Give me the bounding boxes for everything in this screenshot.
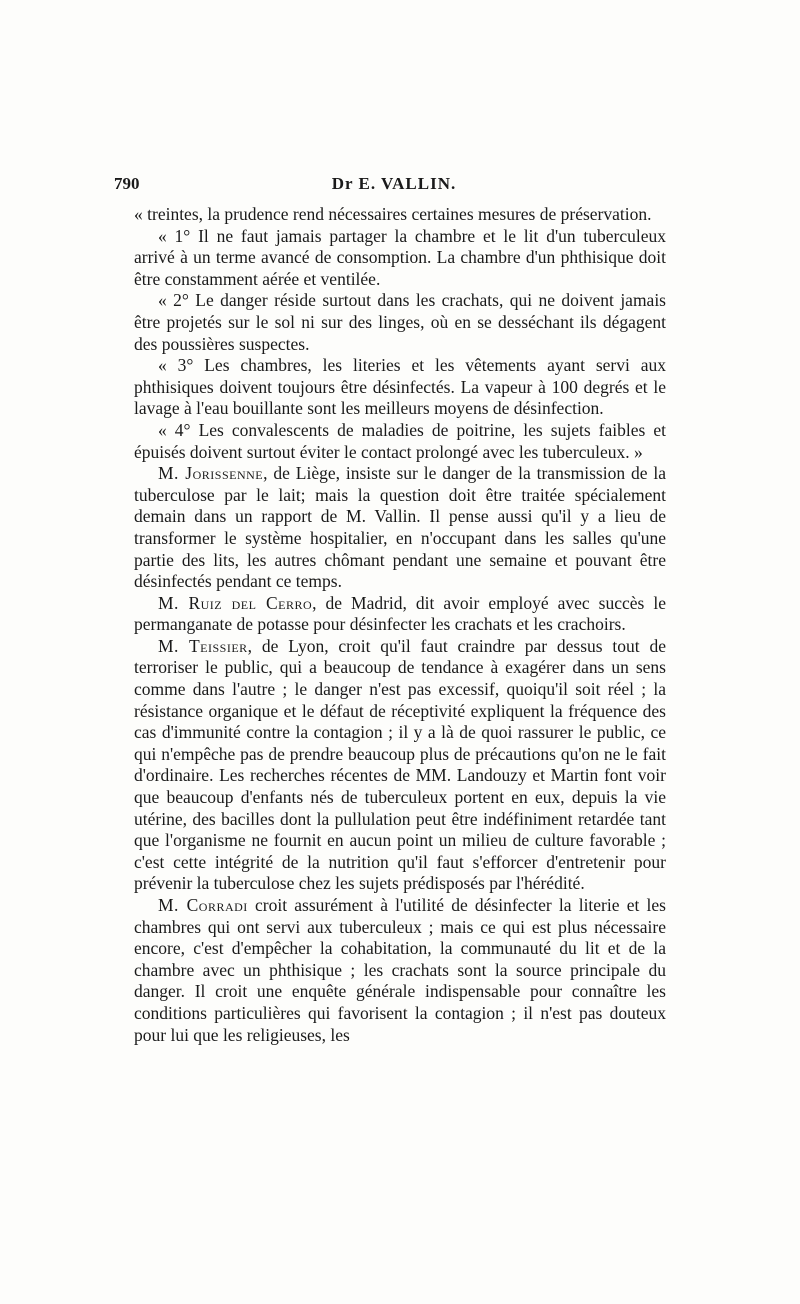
paragraph: M. Teissier, de Lyon, croit qu'il faut craindre par dessus tout de terroriser le public, qui a beaucoup de tendance à exagérer dans un sens comme dans l'autre ; le danger n'est pas excessif, quoiqu'il soit réel ; la résistance organique et le défaut de réceptivité expliquent la fréquence des cas d'immunité contre la contagion ; il y a là de quoi rassurer le public, ce qui n'empêche pas de prendre beaucoup plus de précautions qu'on ne le fait d'ordinaire. Les recherches récentes de MM. Landouzy et Martin font voir que beaucoup d'enfants nés de tuberculeux portent en eux, depuis la vie utérine, des bacilles dont la pullulation peut être indéfiniment retardée tant que l'organisme ne fournit en aucun point un milieu de culture favorable ; c'est cette intégrité de la nutrition qu'il faut s'efforcer d'entretenir pour prévenir la tuberculose chez les sujets prédisposés par l'hérédité. (134, 635, 666, 894)
paragraph: M. Ruiz del Cerro, de Madrid, dit avoir employé avec succès le permanganate de potasse pour désinfecter les crachats et les crachoirs. (134, 592, 666, 635)
paragraph: « 2° Le danger réside surtout dans les crachats, qui ne doivent jamais être projetés sur le sol ni sur des linges, où en se desséchant ils dégagent des poussières suspectes. (134, 290, 666, 354)
paragraph: M. Jorissenne, de Liège, insiste sur le danger de la transmission de la tuberculose par le lait; mais la question doit être traitée spécialement demain dans un rapport de M. Vallin. Il pense aussi qu'il y a lieu de transformer le système hospitalier, en n'occupant dans les salles qu'une partie des lits, les autres chômant pendant une semaine et pouvant être désinfectés pendant ce temps. (134, 463, 666, 592)
paragraph: « 4° Les convalescents de maladies de poitrine, les sujets faibles et épuisés doivent surtout éviter le contact prolongé avec les tuberculeux. » (134, 419, 666, 462)
speaker-name: M. Ruiz del Cerro (158, 592, 313, 613)
body-text (134, 204, 666, 1046)
paragraph: « 3° Les chambres, les literies et les vêtements ayant servi aux phthisiques doivent toujours être désinfectés. La vapeur à 100 degrés et le lavage à l'eau bouillante sont les meilleurs moyens de désinfection. (134, 355, 666, 419)
paragraph: « treintes, la prudence rend nécessaires certaines mesures de préservation. (134, 204, 652, 224)
speaker-name: M. Teissier (158, 635, 248, 656)
paragraph: M. Corradi croit assurément à l'utilité de désinfecter la literie et les chambres qui ont servi aux tuberculeux ; mais ce qui est plus nécessaire encore, c'est d'empêcher la cohabitation, la communauté du lit et de la chambre avec un phthisique ; les crachats sont la source principale du danger. Il croit une enquête générale indispensable pour connaître les conditions particulières qui favorisent la contagion ; il n'est pas douteux pour lui que les religieuses, les (134, 895, 666, 1045)
page-number: 790 (114, 174, 140, 193)
page-header (114, 170, 674, 200)
running-head: Dr E. VALLIN. (331, 174, 457, 193)
speaker-name: M. Corradi (158, 895, 248, 915)
speaker-name: M. Jorissenne (158, 463, 264, 484)
paragraph: « 1° Il ne faut jamais partager la chambre et le lit d'un tuberculeux arrivé à un terme avancé de consomption. La chambre d'un phthisique doit être constamment aérée et ventilée. (134, 225, 666, 289)
